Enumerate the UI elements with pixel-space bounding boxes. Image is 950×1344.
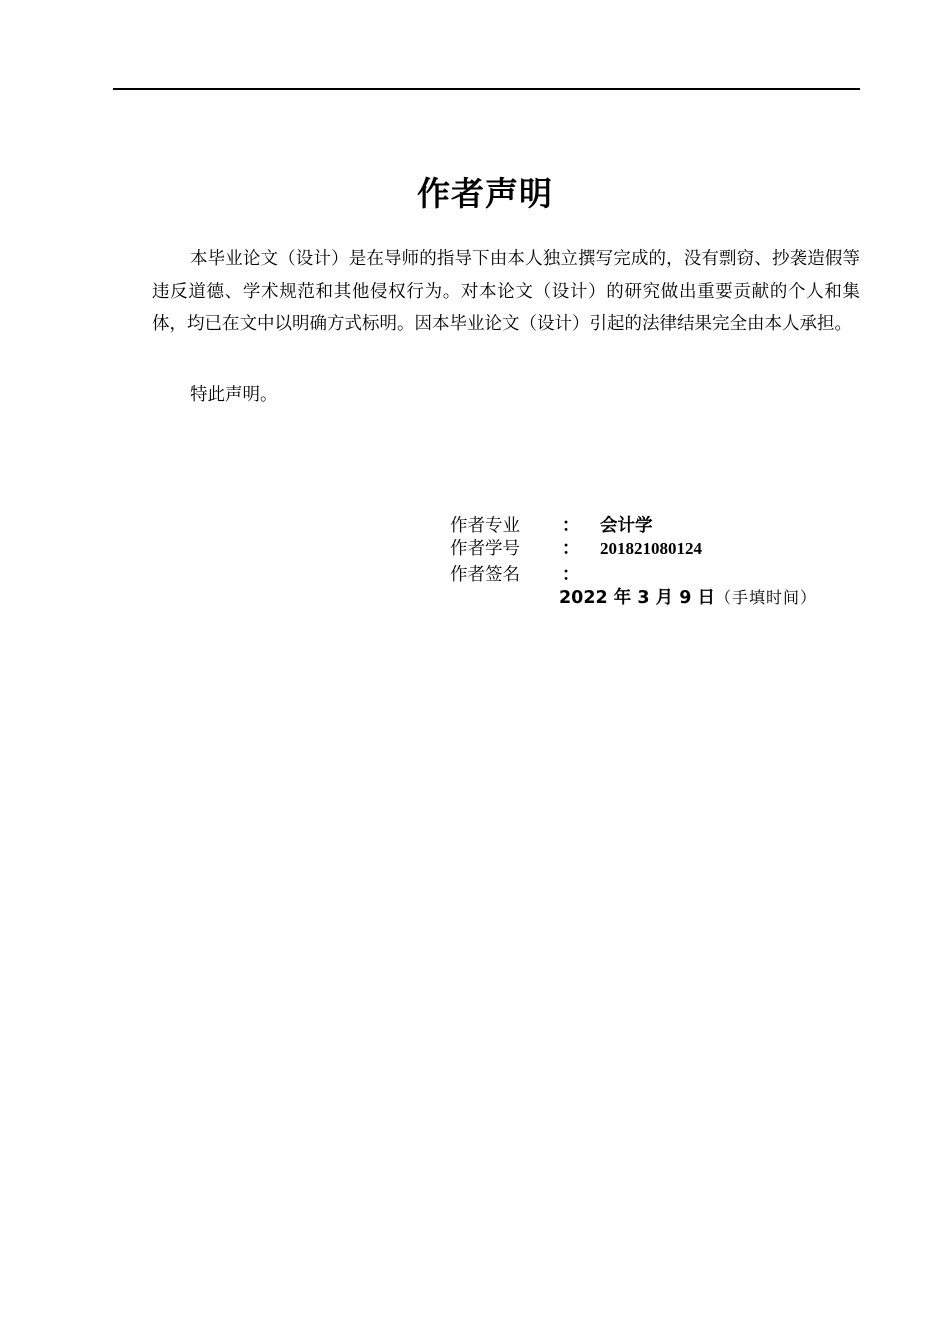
major-value: 会计学 — [600, 516, 653, 536]
student-id-label: 作者学号 — [450, 539, 520, 559]
major-colon: ： — [562, 516, 580, 536]
signature-colon: ： — [562, 565, 580, 585]
student-id-colon: ： — [562, 539, 580, 559]
major-row — [450, 515, 653, 537]
major-label: 作者专业 — [450, 516, 520, 536]
date-note: （手填时间） — [715, 588, 818, 607]
date-row — [559, 586, 817, 610]
signature-date: 2022 年 3 月 9 日 — [559, 588, 716, 608]
header-rule — [113, 88, 860, 90]
student-id-value: 201821080124 — [600, 539, 702, 558]
page-title: 作者声明 — [417, 174, 553, 213]
student-id-row — [450, 538, 702, 560]
signature-row — [450, 564, 600, 586]
declaration-paragraph: 本毕业论文（设计）是在导师的指导下由本人独立撰写完成的，没有剽窃、抄袭造假等违反道德、学术规范和其他侵权行为。对本论文（设计）的研究做出重要贡献的个人和集体，均已在文中以明确方式标明。因本毕业论文（设计）引起的法律结果完全由本人承担。 — [152, 249, 860, 334]
closing-statement: 特此声明。 — [190, 385, 278, 405]
signature-label: 作者签名 — [450, 565, 520, 585]
